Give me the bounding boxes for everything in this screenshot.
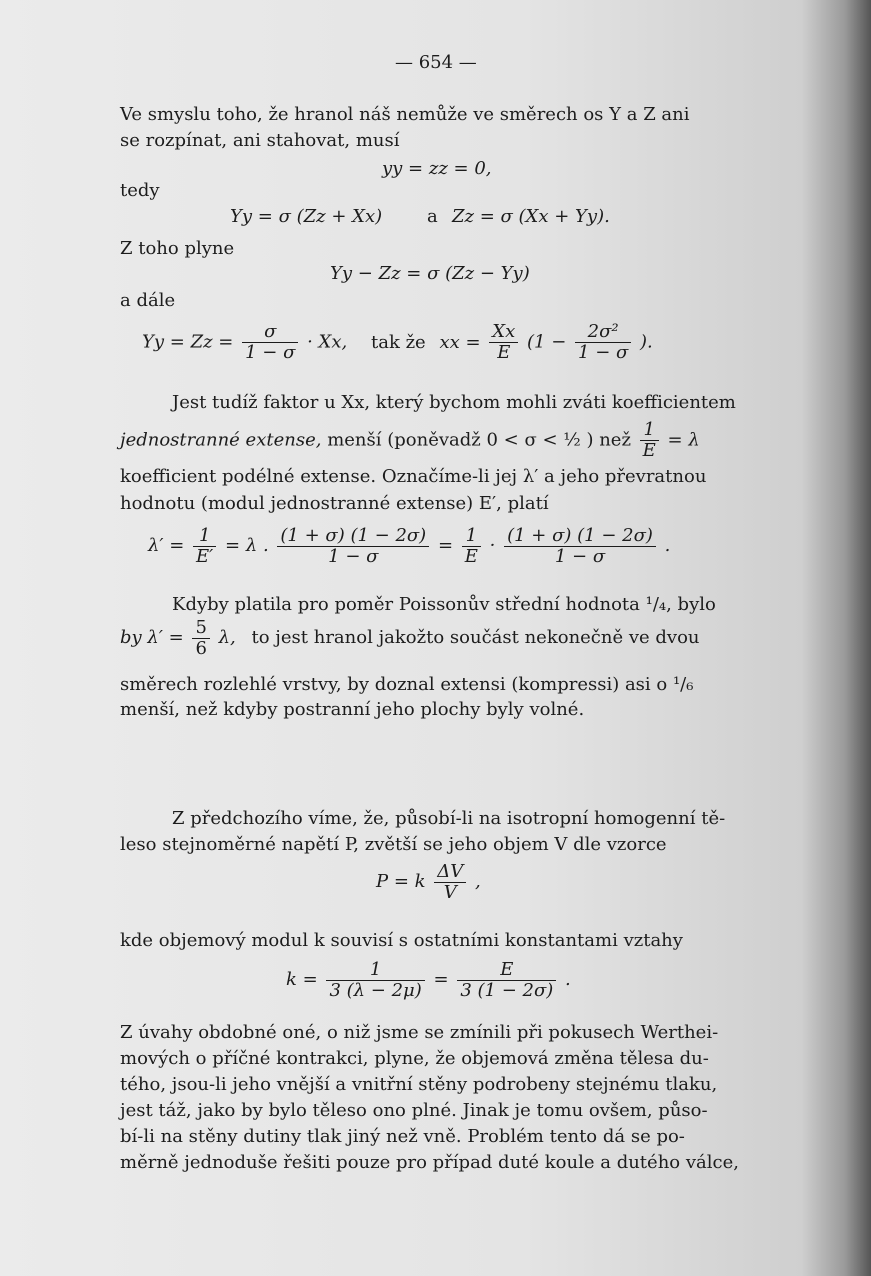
- equation: Yy − Zz = σ (Zz − Yy): [330, 263, 530, 284]
- eq-part: = λ .: [225, 535, 269, 556]
- text-line: Kdyby platila pro poměr Poissonův střední hodnota ¹/₄, bylo: [172, 594, 716, 615]
- text-line: Z toho plyne: [120, 238, 235, 259]
- fraction: $\frac{1}{E}$: [640, 420, 659, 461]
- text-line: koefficient podélné extense. Označíme-li jej λ′ a jeho převratnou: [120, 466, 707, 487]
- text-line: tého, jsou-li jeho vnější a vnitřní stěny podrobeny stejnému tlaku,: [120, 1074, 718, 1095]
- text-line: jest táž, jako by bylo těleso ono plné. Jinak je tomu ovšem, půso-: [120, 1100, 708, 1121]
- text-line: Z předchozího víme, že, působí-li na isotropní homogenní tě-: [172, 808, 726, 829]
- text-line: kde objemový modul k souvisí s ostatními konstantami vztahy: [120, 930, 683, 951]
- eq-part: P = k: [376, 871, 426, 892]
- equation: [148, 524, 670, 568]
- text-line: Z úvahy obdobné oné, o niž jsme se zmínili při pokusech Werthei-: [120, 1022, 719, 1043]
- fraction: $\frac{\text{2σ²}}{1 - \sigma}$: [575, 322, 631, 363]
- fraction: $\frac{\Delta V}{V}$: [434, 862, 466, 903]
- eq-part: .: [565, 969, 571, 990]
- eq-part: λ′ =: [148, 535, 185, 556]
- eq-part: .: [664, 535, 671, 556]
- eq-part: tak že: [370, 331, 426, 353]
- fraction: $\frac{1}{E'}$: [193, 526, 216, 567]
- equation: [286, 958, 571, 1002]
- eq-part: to jest hranol jakožto součást nekonečně ve dvou: [251, 627, 700, 648]
- eq-part: ).: [640, 331, 653, 353]
- eq-part: ,: [475, 871, 481, 892]
- text-line: Jest tudíž faktor u Xx, který bychom mohli zváti koefficientem: [172, 392, 736, 413]
- eq-part: =: [433, 969, 449, 990]
- eq-part: = λ: [667, 429, 700, 451]
- eq-part: jednostranné extense,: [120, 429, 322, 451]
- eq-part: k =: [286, 969, 318, 990]
- fraction: $\frac{(1 + \sigma) (1 - 2\sigma)}{1 - \sigma}$: [277, 526, 429, 567]
- eq-part: λ,: [218, 627, 236, 648]
- text-line: se rozpínat, ani stahovat, musí: [120, 130, 400, 151]
- eq-part: Yy = Zz =: [142, 331, 234, 353]
- equation: yy = zz = 0,: [382, 158, 492, 179]
- eq-part: než: [599, 429, 631, 451]
- text-line: a dále: [120, 290, 176, 311]
- equation: [376, 860, 481, 904]
- eq-part: (1 −: [527, 331, 567, 353]
- equation: [142, 322, 653, 363]
- equation: Zz = σ (Xx + Yy).: [452, 206, 610, 227]
- fraction: $\frac{1}{E}$: [462, 526, 481, 567]
- text-line: měrně jednoduše řešiti pouze pro případ duté koule a dutého válce,: [120, 1152, 739, 1173]
- fraction: $\frac{1}{3 (\lambda - 2\mu)}$: [326, 960, 424, 1001]
- page-number: — 654 —: [395, 52, 477, 73]
- equation: Yy = σ (Zz + Xx): [230, 206, 383, 227]
- text-line: tedy: [120, 180, 160, 201]
- equation-connector: a: [427, 206, 438, 227]
- text-line: leso stejnoměrné napětí P, zvětší se jeho objem V dle vzorce: [120, 834, 667, 855]
- eq-part: ·: [489, 535, 496, 556]
- text-line: menší, než kdyby postranní jeho plochy byly volné.: [120, 699, 585, 720]
- text-line: hodnotu (modul jednostranné extense) E′, platí: [120, 493, 549, 514]
- text-line: směrech rozlehlé vrstvy, by doznal extensi (kompressi) asi o ¹/₆: [120, 674, 694, 695]
- fraction: $\frac{5}{6}$: [192, 618, 209, 659]
- eq-part: by λ′ =: [120, 627, 184, 648]
- text-line: mových o příčné kontrakci, plyne, že objemová změna tělesa du-: [120, 1048, 709, 1069]
- eq-part: · Xx,: [307, 331, 348, 353]
- eq-part: xx =: [439, 331, 481, 353]
- eq-part: =: [437, 535, 454, 556]
- text-line: [120, 420, 700, 461]
- text-line: Ve smyslu toho, že hranol náš nemůže ve směrech os Y a Z ani: [120, 104, 690, 125]
- eq-part: 0 < σ < ½ ): [486, 429, 594, 451]
- text-line: [120, 616, 700, 660]
- eq-part: menší (poněvadž: [327, 429, 481, 451]
- fraction: $\frac{E}{3 (1 - 2\sigma)}$: [457, 960, 556, 1001]
- fraction: $\frac{(1 + \sigma) (1 - 2\sigma)}{1 - \sigma}$: [504, 526, 656, 567]
- fraction: $\frac{\sigma}{1 - \sigma}$: [242, 322, 298, 363]
- section-heading: [318, 766, 324, 789]
- fraction: $\frac{Xx}{E}$: [489, 322, 518, 363]
- text-line: bí-li na stěny dutiny tlak jiný než vně. Problém tento dá se po-: [120, 1126, 685, 1147]
